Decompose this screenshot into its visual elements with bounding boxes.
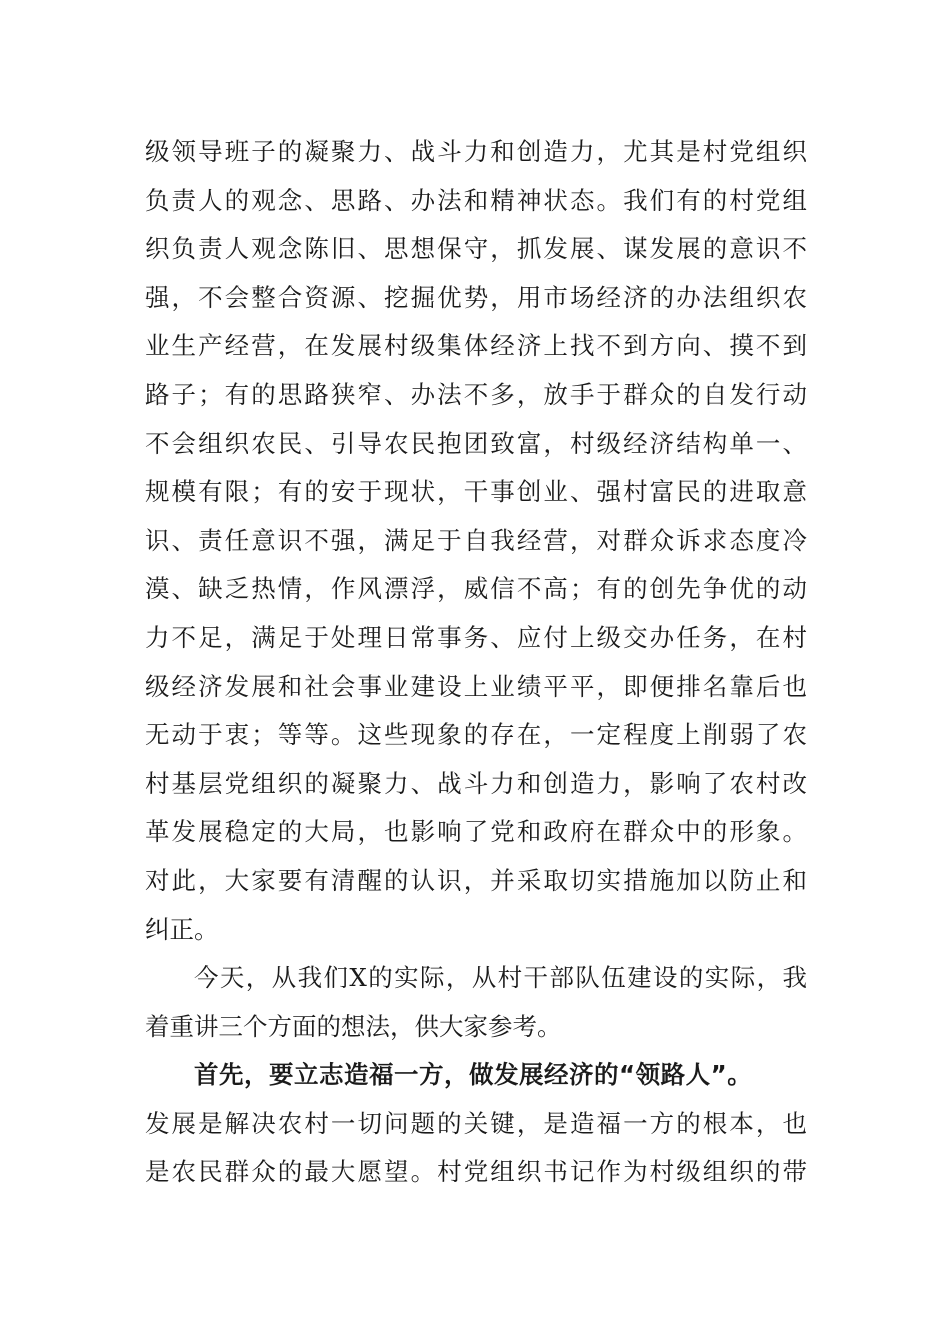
text-line: 级领导班子的凝聚力、战斗力和创造力，尤其是村党组织 [145, 137, 807, 166]
text-line: 力不足，满足于处理日常事务、应付上级交办任务，在村 [145, 622, 807, 652]
text-line: 负责人的观念、思路、办法和精神状态。我们有的村党组 [145, 185, 807, 215]
text-line: 无动于衷；等等。这些现象的存在，一定程度上削弱了农 [145, 720, 807, 750]
text-line: 织负责人观念陈旧、思想保守，抓发展、谋发展的意识不 [145, 234, 807, 264]
text-line: 革发展稳定的大局，也影响了党和政府在群众中的形象。 [145, 817, 807, 847]
text-line: 着重讲三个方面的想法，供大家参考。 [145, 1011, 562, 1041]
text-line: 路子；有的思路狭窄、办法不多，放手于群众的自发行动 [145, 379, 807, 409]
text-line: 识、责任意识不强，满足于自我经营，对群众诉求态度冷 [145, 525, 807, 555]
text-line: 纠正。 [145, 914, 219, 944]
text-line: 发展是解决农村一切问题的关键，是造福一方的根本，也 [145, 1108, 807, 1138]
text-line: 规模有限；有的安于现状，干事创业、强村富民的进取意 [145, 477, 807, 507]
text-line: 强，不会整合资源、挖掘优势，用市场经济的办法组织农 [145, 282, 807, 312]
text-line: 不会组织农民、引导农民抱团致富，村级经济结构单一、 [145, 428, 807, 458]
text-line: 漠、缺乏热情，作风漂浮，威信不高；有的创先争优的动 [145, 574, 807, 604]
text-line: 业生产经营，在发展村级集体经济上找不到方向、摸不到 [145, 331, 807, 361]
text-line: 村基层党组织的凝聚力、战斗力和创造力，影响了农村改 [145, 768, 807, 798]
text-line: 级经济发展和社会事业建设上业绩平平，即便排名靠后也 [145, 671, 807, 701]
text-line: 对此，大家要有清醒的认识，并采取切实措施加以防止和 [145, 865, 807, 895]
text-line: 是农民群众的最大愿望。村党组织书记作为村级组织的带 [145, 1157, 807, 1187]
paragraph-first-line: 今天，从我们X的实际，从村干部队伍建设的实际，我 [194, 963, 807, 993]
section-heading: 首先，要立志造福一方，做发展经济的“领路人”。 [194, 1060, 753, 1090]
body-text [145, 128, 807, 1197]
